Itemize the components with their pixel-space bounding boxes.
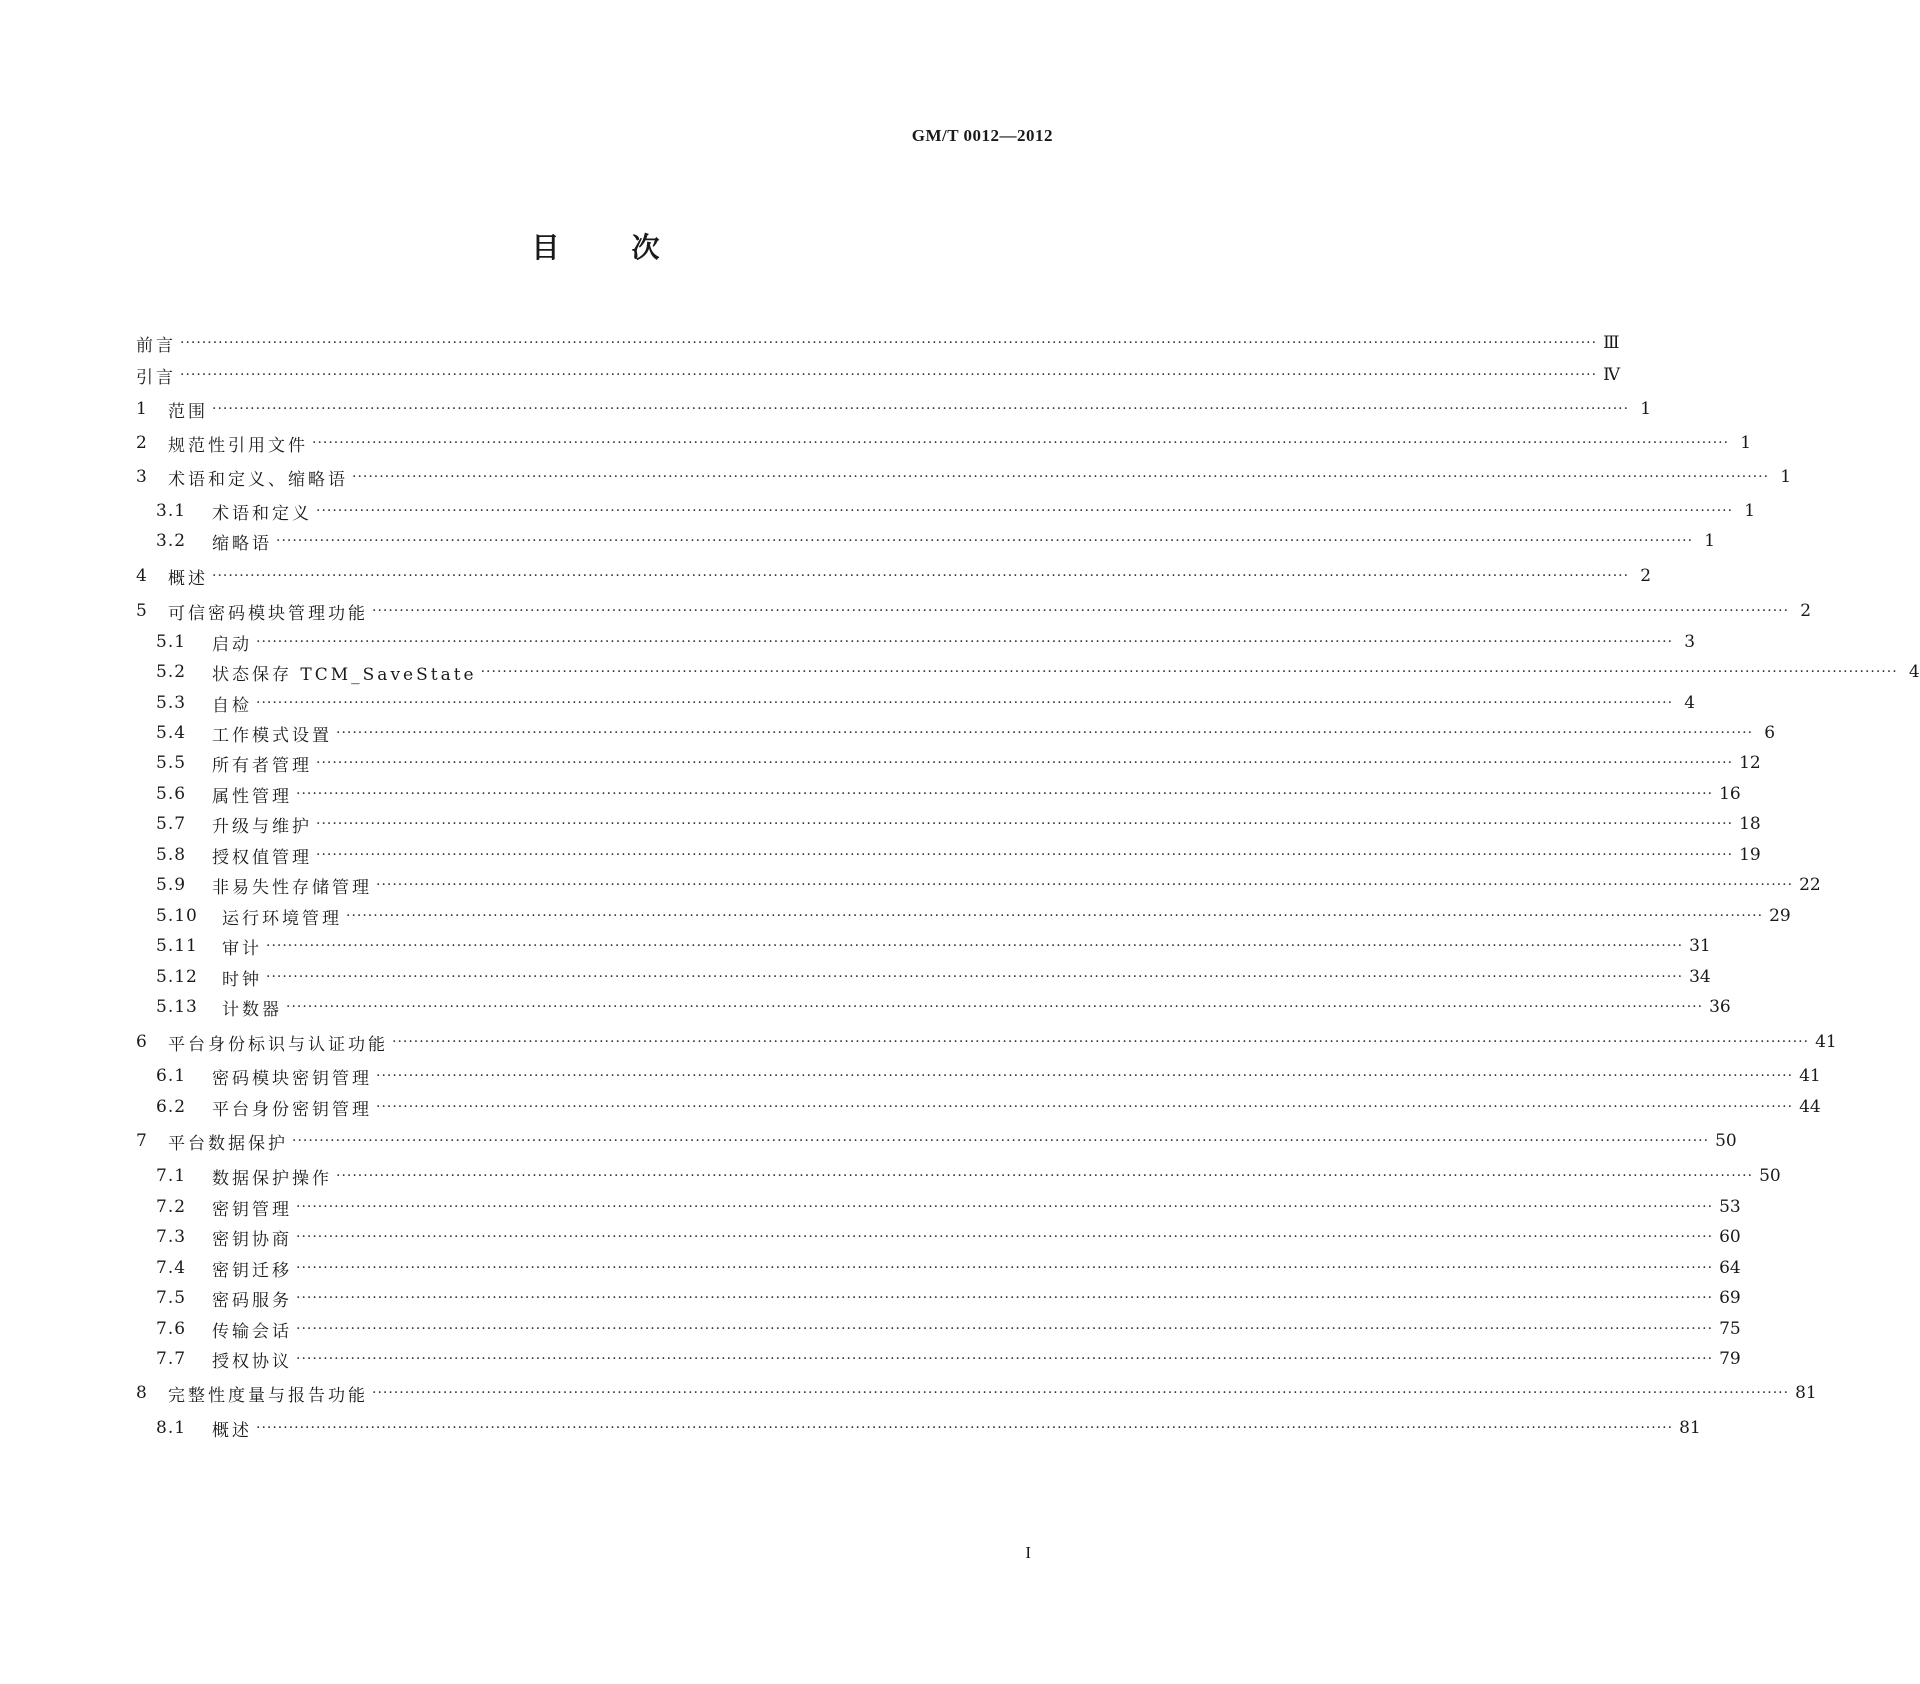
toc-entry-number: 4 [136, 566, 148, 586]
toc-entry-page: 18 [1739, 814, 1761, 834]
toc-entry[interactable] [136, 933, 1711, 959]
toc-entry[interactable] [136, 528, 1716, 554]
toc-entry-number: 5.5 [156, 753, 187, 773]
toc-entry-title: 缩略语 [212, 533, 272, 554]
toc-entry[interactable] [136, 720, 1776, 746]
toc-entry-number: 5.2 [156, 662, 187, 682]
toc-entry-page: 2 [1640, 566, 1652, 586]
toc-entry-page: 2 [1800, 601, 1812, 621]
toc-entry[interactable] [136, 1415, 1701, 1441]
toc-entry-page: 41 [1799, 1066, 1821, 1086]
toc-entry-page: 50 [1759, 1166, 1781, 1186]
toc-entry-title: 计数器 [222, 999, 282, 1020]
toc-entry-title: 术语和定义、缩略语 [168, 469, 348, 490]
toc-dot-leader: ···································································································································································································································································· [296, 1351, 1714, 1367]
toc-entry[interactable] [136, 464, 1792, 490]
toc-entry-number: 7.7 [156, 1349, 187, 1369]
toc-entry-number: 5.6 [156, 784, 187, 804]
toc-entry-number: 5.3 [156, 693, 187, 713]
toc-entry-number: 6.2 [156, 1097, 187, 1117]
standard-code: GM/T 0012—2012 [911, 126, 1053, 145]
toc-dot-leader: ···································································································································································································································································· [256, 695, 1674, 711]
toc-dot-leader: ···································································································································································································································································· [316, 847, 1734, 863]
toc-entry[interactable] [136, 498, 1756, 524]
toc-entry-number: 3.2 [156, 531, 187, 551]
toc-entry[interactable] [136, 964, 1711, 990]
toc-entry-title: 平台身份密钥管理 [212, 1099, 372, 1120]
toc-entry-number: 7.2 [156, 1197, 187, 1217]
toc-entry[interactable] [136, 659, 1920, 685]
toc-entry-title: 范围 [168, 401, 208, 422]
toc-entry-page: 81 [1679, 1418, 1701, 1438]
toc-entry-page: 1 [1704, 531, 1716, 551]
toc-entry-number: 7 [136, 1131, 148, 1151]
toc-entry-page: 79 [1719, 1349, 1741, 1369]
toc-entry[interactable] [136, 690, 1696, 716]
toc-dot-leader: ···································································································································································································································································· [336, 725, 1754, 741]
toc-entry-page: 6 [1764, 723, 1776, 743]
toc-entry-number: 5.11 [156, 936, 198, 956]
toc-entry-number: 5.7 [156, 814, 187, 834]
toc-dot-leader: ···································································································································································································································································· [316, 503, 1734, 519]
toc-dot-leader: ···································································································································································································································································· [180, 335, 1598, 351]
toc-entry[interactable] [136, 903, 1791, 929]
toc-entry-number: 5.12 [156, 967, 198, 987]
toc-entry[interactable] [136, 598, 1812, 624]
toc-entry-number: 2 [136, 433, 148, 453]
toc-entry-page: 1 [1740, 433, 1752, 453]
toc-dot-leader: ···································································································································································································································································· [296, 1321, 1714, 1337]
toc-entry[interactable] [136, 430, 1752, 456]
toc-entry-number: 7.4 [156, 1258, 187, 1278]
toc-entry[interactable] [136, 1285, 1741, 1311]
toc-entry-page: 4 [1908, 662, 1920, 682]
toc-entry-number: 8 [136, 1383, 148, 1403]
toc-entry[interactable] [136, 563, 1652, 589]
toc-dot-leader: ···································································································································································································································································· [266, 969, 1684, 985]
toc-entry-number: 5.4 [156, 723, 187, 743]
toc-entry-number: 5.1 [156, 632, 187, 652]
toc-entry-page: 12 [1739, 753, 1761, 773]
toc-entry-title: 术语和定义 [212, 503, 312, 524]
toc-entry-page: 3 [1684, 632, 1696, 652]
toc-dot-leader: ···································································································································································································································································· [336, 1168, 1754, 1184]
toc-dot-leader: ···································································································································································································································································· [256, 634, 1674, 650]
toc-dot-leader: ···································································································································································································································································· [296, 1199, 1714, 1215]
toc-dot-leader: ···································································································································································································································································· [316, 755, 1734, 771]
toc-entry-page: 69 [1719, 1288, 1741, 1308]
toc-dot-leader: ···································································································································································································································································· [266, 938, 1684, 954]
toc-entry-title: 自检 [212, 695, 252, 716]
toc-dot-leader: ···································································································································································································································································· [256, 1420, 1674, 1436]
toc-dot-leader: ···································································································································································································································································· [296, 1229, 1714, 1245]
toc-dot-leader: ···································································································································································································································································· [296, 1290, 1714, 1306]
toc-entry[interactable] [136, 330, 1620, 356]
title-char-2: 次 [631, 231, 660, 264]
toc-entry-page: 81 [1795, 1383, 1817, 1403]
toc-entry[interactable] [136, 811, 1761, 837]
toc-entry[interactable] [136, 1380, 1817, 1406]
toc-entry-title: 密码模块密钥管理 [212, 1068, 372, 1089]
toc-dot-leader: ···································································································································································································································································· [376, 1068, 1794, 1084]
toc-entry-number: 7.6 [156, 1319, 187, 1339]
toc-entry-number: 7.1 [156, 1166, 187, 1186]
toc-entry-number: 5.9 [156, 875, 187, 895]
toc-entry[interactable] [136, 872, 1821, 898]
toc-entry-title: 工作模式设置 [212, 725, 332, 746]
toc-entry[interactable] [136, 1029, 1837, 1055]
toc-dot-leader: ···································································································································································································································································· [372, 1385, 1790, 1401]
toc-entry[interactable] [136, 842, 1761, 868]
toc-entry[interactable] [136, 994, 1731, 1020]
toc-entry-page: 44 [1799, 1097, 1821, 1117]
toc-entry-title: 可信密码模块管理功能 [168, 603, 368, 624]
toc-dot-leader: ···································································································································································································································································· [376, 877, 1794, 893]
toc-dot-leader: ···································································································································································································································································· [296, 1260, 1714, 1276]
toc-dot-leader: ···································································································································································································································································· [296, 786, 1714, 802]
toc-entry-title: 规范性引用文件 [168, 435, 308, 456]
toc-entry-title: 数据保护操作 [212, 1168, 332, 1189]
toc-entry-title: 升级与维护 [212, 816, 312, 837]
toc-entry-title: 密码服务 [212, 1290, 292, 1311]
toc-entry-title: 平台身份标识与认证功能 [168, 1034, 388, 1055]
toc-entry-title: 审计 [222, 938, 262, 959]
toc-dot-leader: ···································································································································································································································································· [212, 401, 1630, 417]
page-number: I [1025, 1543, 1031, 1562]
toc-entry[interactable] [136, 1063, 1821, 1089]
toc-entry-number: 1 [136, 399, 148, 419]
toc-dot-leader: ···································································································································································································································································· [180, 367, 1598, 383]
toc-entry-page: 1 [1744, 501, 1756, 521]
toc-entry-page: 64 [1719, 1258, 1741, 1278]
toc-entry[interactable] [136, 1224, 1741, 1250]
toc-dot-leader: ···································································································································································································································································· [316, 816, 1734, 832]
page-title [0, 226, 1191, 266]
toc-entry-title: 传输会话 [212, 1321, 292, 1342]
toc-entry-page: 22 [1799, 875, 1821, 895]
toc-dot-leader: ···································································································································································································································································· [276, 533, 1694, 549]
toc-entry[interactable] [136, 1163, 1781, 1189]
toc-entry-number: 3.1 [156, 501, 187, 521]
toc-entry-number: 7.3 [156, 1227, 187, 1247]
toc-entry[interactable] [136, 1316, 1741, 1342]
toc-entry-page: Ⅲ [1603, 333, 1620, 353]
toc-entry-page: Ⅳ [1603, 365, 1621, 385]
toc-entry[interactable] [136, 362, 1621, 388]
title-char-1: 目 [531, 231, 560, 264]
toc-entry-title: 时钟 [222, 969, 262, 990]
toc-entry-page: 4 [1684, 693, 1696, 713]
toc-entry-page: 29 [1769, 906, 1791, 926]
toc-entry[interactable] [136, 396, 1652, 422]
toc-entry-title: 启动 [212, 634, 252, 655]
toc-dot-leader: ···································································································································································································································································· [286, 999, 1704, 1015]
toc-entry[interactable] [136, 1128, 1737, 1154]
toc-entry-number: 5.10 [156, 906, 198, 926]
toc-entry-page: 41 [1815, 1032, 1837, 1052]
toc-dot-leader: ···································································································································································································································································· [352, 469, 1770, 485]
toc-entry-title: 平台数据保护 [168, 1133, 288, 1154]
toc-entry-title: 非易失性存储管理 [212, 877, 372, 898]
toc-entry-number: 6 [136, 1032, 148, 1052]
toc-entry[interactable] [136, 1255, 1741, 1281]
toc-dot-leader: ···································································································································································································································································· [392, 1034, 1810, 1050]
toc-entry-title: 密钥协商 [212, 1229, 292, 1250]
toc-entry-title: 前言 [136, 335, 176, 356]
toc-entry-title: 所有者管理 [212, 755, 312, 776]
toc-entry-title: 状态保存 TCM_SaveState [212, 664, 477, 685]
toc-dot-leader: ···································································································································································································································································· [346, 908, 1764, 924]
toc-entry[interactable] [136, 1094, 1821, 1120]
toc-entry-title: 概述 [212, 1420, 252, 1441]
toc-entry-page: 60 [1719, 1227, 1741, 1247]
toc-dot-leader: ···································································································································································································································································· [376, 1099, 1794, 1115]
toc-dot-leader: ···································································································································································································································································· [372, 603, 1790, 619]
toc-entry-page: 53 [1719, 1197, 1741, 1217]
toc-entry[interactable] [136, 1194, 1741, 1220]
toc-dot-leader: ···································································································································································································································································· [480, 664, 1898, 680]
toc-entry[interactable] [136, 1346, 1741, 1372]
toc-entry-number: 5.13 [156, 997, 198, 1017]
toc-entry-page: 36 [1709, 997, 1731, 1017]
toc-entry-page: 75 [1719, 1319, 1741, 1339]
toc-entry-title: 概述 [168, 568, 208, 589]
toc-entry-title: 授权协议 [212, 1351, 292, 1372]
toc-entry-number: 8.1 [156, 1418, 187, 1438]
toc-entry-page: 50 [1715, 1131, 1737, 1151]
toc-entry-page: 1 [1780, 467, 1792, 487]
toc-entry[interactable] [136, 629, 1696, 655]
toc-entry-page: 19 [1739, 845, 1761, 865]
toc-entry-page: 31 [1689, 936, 1711, 956]
toc-entry-number: 5 [136, 601, 148, 621]
toc-entry-number: 5.8 [156, 845, 187, 865]
toc-entry-number: 6.1 [156, 1066, 187, 1086]
toc-entry-title: 密钥迁移 [212, 1260, 292, 1281]
toc-dot-leader: ···································································································································································································································································· [312, 435, 1730, 451]
toc-entry[interactable] [136, 750, 1761, 776]
toc-entry-title: 密钥管理 [212, 1199, 292, 1220]
toc-entry-title: 运行环境管理 [222, 908, 342, 929]
toc-entry-title: 授权值管理 [212, 847, 312, 868]
toc-entry-title: 属性管理 [212, 786, 292, 807]
toc-entry-number: 3 [136, 467, 148, 487]
toc-entry-page: 34 [1689, 967, 1711, 987]
toc-entry-page: 16 [1719, 784, 1741, 804]
toc-entry-number: 7.5 [156, 1288, 187, 1308]
toc-entry-title: 引言 [136, 367, 176, 388]
toc-entry-page: 1 [1640, 399, 1652, 419]
toc-dot-leader: ···································································································································································································································································· [292, 1133, 1710, 1149]
toc-entry-title: 完整性度量与报告功能 [168, 1385, 368, 1406]
toc-entry[interactable] [136, 781, 1741, 807]
toc-dot-leader: ···································································································································································································································································· [212, 568, 1630, 584]
